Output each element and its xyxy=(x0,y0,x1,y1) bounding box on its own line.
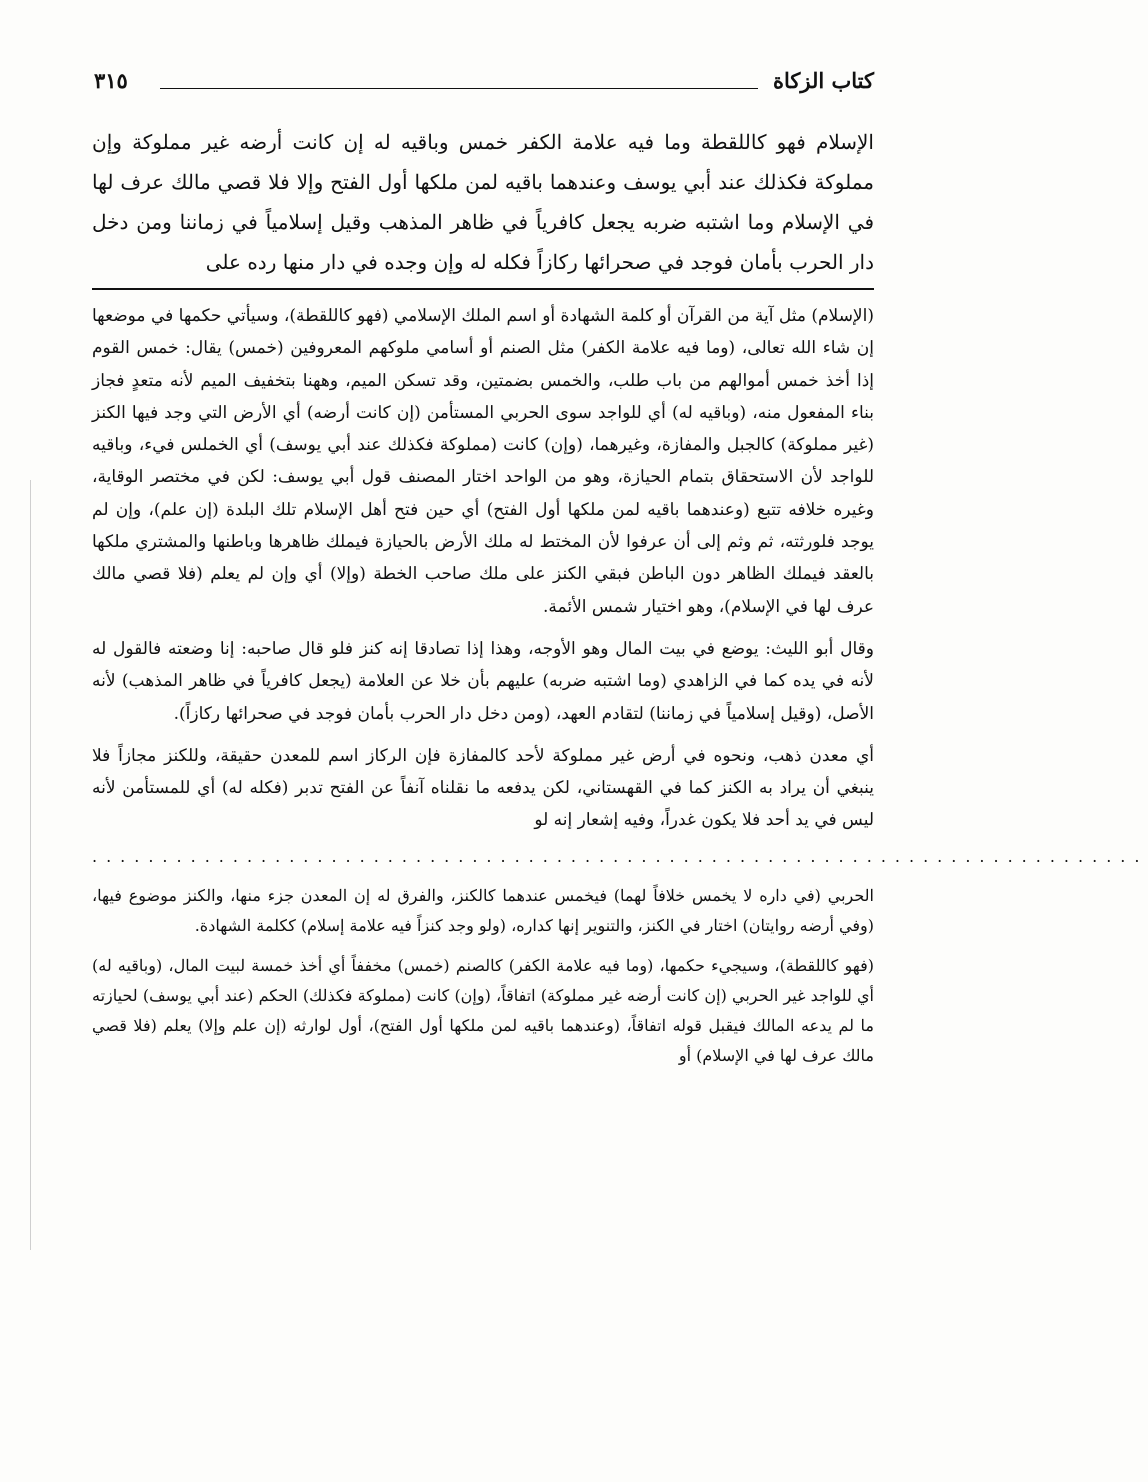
header-rule xyxy=(160,88,758,89)
page xyxy=(92,58,1148,1081)
page-edge-line xyxy=(30,480,31,1250)
main-separator xyxy=(92,288,874,290)
second-commentary-paragraph: (فهو كاللقطة)، وسيجيء حكمها، (وما فيه علامة الكفر) كالصنم (خمس) مخففاً أي أخذ خمسة لبيت المال، (وباقيه له) أي للواجد غير الحربي (إن كانت أرضه غير مملوكة) اتفاقاً، (وإن) كانت (مملوكة فكذلك) الحكم (عند أبي يوسف) لحيازته ما لم يدعه المالك فيقبل قوله اتفاقاً، (وعندهما باقيه لمن ملكها أول الفتح)، أول لوارثه (إن علم وإلا) يعلم (فلا قصي مالك عرف لها في الإسلام) أو xyxy=(92,955,874,1065)
running-header xyxy=(92,58,874,102)
main-text: الإسلام فهو كاللقطة وما فيه علامة الكفر خمس وباقيه له إن كانت أرضه غير مملوكة وإن مملوكة فكذلك عند أبي يوسف وعندهما باقيه لمن ملكها أول الفتح وإلا فلا قصي مالك عرف لها في الإسلام وما اشتبه ضربه يجعل كافرياً في ظاهر المذهب وقيل إسلامياً في زماننا ومن دخل دار الحرب بأمان فوجد في صحرائها ركازاً فكله له وإن وجده في دار منها رده على xyxy=(92,130,874,274)
second-commentary-paragraph: الحربي (في داره لا يخمس خلافاً لهما) فيخمس عندهما كالكنز، والفرق له إن المعدن جزء منها، والكنز موضوع فيها، (وفي أرضه روايتان) اختار في الكنز، والتنوير إنها كداره، (ولو وجد كنزاً فيه علامة إسلام) ككلمة الشهادة. xyxy=(92,885,874,935)
commentary-paragraph: (الإسلام) مثل آية من القرآن أو كلمة الشهادة أو اسم الملك الإسلامي (فهو كاللقطة)، وسيأتي حكمها في موضعها إن شاء الله تعالى، (وما فيه علامة الكفر) مثل الصنم أو أسامي ملوكهم المعروفين (خمس) يقال: خمس القوم إذا أخذ خمس أموالهم من باب طلب، والخمس بضمتين، وقد تسكن الميم، وههنا بتخفيف الميم لأنه متعدٍ فجاز بناء المفعول منه، (وباقيه له) أي للواجد سوى الحربي المستأمن (إن كانت أرضه) أي الأرض التي وجد فيها الكنز (غير مملوكة) كالجبل والمفازة، وغيرهما، (وإن) كانت (مملوكة فكذلك عند أبي يوسف) أي الخملس فيء، وباقيه للواجد لأن الاستحقاق بتمام الحيازة، وهو من الواحد اختار المصنف قول أبي يوسف: لكن في مختصر الوقاية، وغيره خلافه تتبع (وعندهما باقيه لمن ملكها أول الفتح) أي حين فتح أهل الإسلام تلك البلدة (إن علم)، وإن لم يوجد فلورثته، ثم وثم إلى أن عرفوا لأن المختط له ملك الأرض بالحيازة فيملك ظاهرها وباطنها والمشتري ملكها بالعقد فيملك الظاهر دون الباطن فبقي الكنز على ملك صاحب الخطة (وإلا) أي وإن لم يعلم (فلا قصي مالك عرف لها في الإسلام)، وهو اختيار شمس الأئمة. xyxy=(92,306,874,617)
chapter-title: كتاب الزكاة xyxy=(772,68,874,93)
commentary-paragraph: وقال أبو الليث: يوضع في بيت المال وهو الأوجه، وهذا إذا تصادقا إنه كنز فلو قال صاحبه: إنا وضعته فالقول له لأنه في يده كما في الزاهدي (وما اشتبه ضربه) عليهم بأن خلا عن العلامة (يجعل كافرياً في ظاهر المذهب) لأنه الأصل، (وقيل إسلامياً في زماننا) لتقادم العهد، (ومن دخل دار الحرب بأمان فوجد في صحرائها ركازاً). xyxy=(92,638,874,724)
commentary-paragraph: أي معدن ذهب، ونحوه في أرض غير مملوكة لأحد كالمفازة فإن الركاز اسم للمعدن حقيقة، وللكنز مجازاً فلا ينبغي أن يراد به الكنز كما في القهستاني، لكن يدفعه ما نقلناه آنفاً عن الفتح تدبر (فكله له) أي للمستأمن لأنه ليس في يد أحد فلا يكون غدراً، وفيه إشعار إنه لو xyxy=(92,745,874,831)
dotted-separator: ........................................................................... xyxy=(92,846,1148,866)
page-number: ٣١٥ xyxy=(94,68,128,93)
